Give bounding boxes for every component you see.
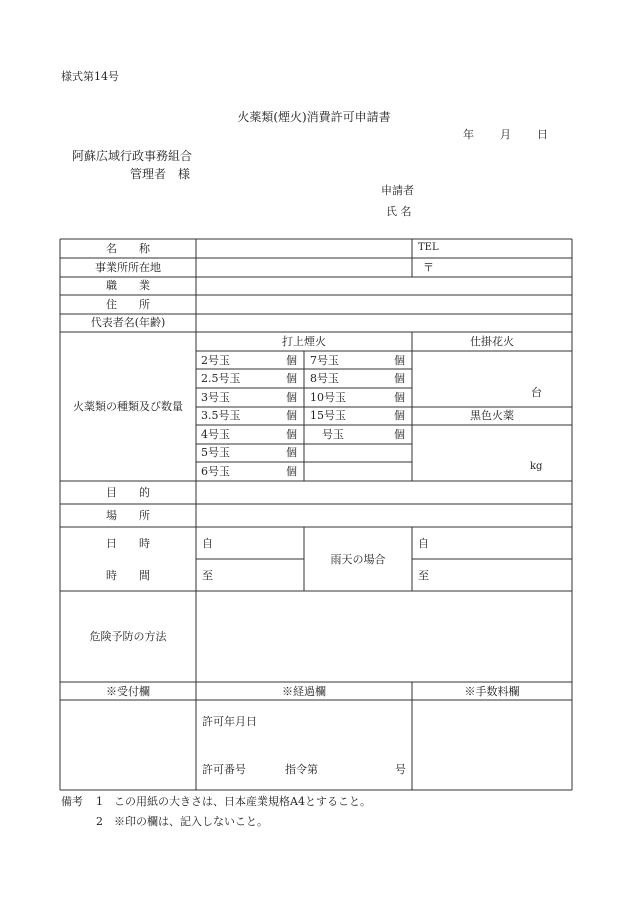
shell-size-label: 2号玉 <box>201 354 230 367</box>
notes-label: 備考 <box>61 795 83 808</box>
name-label: 名 称 <box>106 242 150 255</box>
addressee-org: 阿蘇広域行政事務組合 <box>72 149 193 163</box>
form-title: 火薬類(煙火)消費許可申請書 <box>237 110 391 124</box>
to-label: 至 <box>202 569 213 582</box>
permit-date-label: 許可年月日 <box>202 715 257 728</box>
purpose-label: 目 的 <box>106 486 150 499</box>
progress-header: ※経過欄 <box>282 685 326 698</box>
black-powder-header: 黒色火薬 <box>470 409 514 422</box>
count-unit: 個 <box>286 446 297 459</box>
shell-size-label: 3号玉 <box>201 391 230 404</box>
date-month-label: 月 <box>500 128 511 141</box>
shell-size-label: 号玉 <box>322 428 344 441</box>
occupation-label: 職 業 <box>106 279 150 292</box>
hazard-prevention-label: 危険予防の方法 <box>89 630 167 643</box>
count-unit: 個 <box>286 465 297 478</box>
count-unit: 個 <box>286 391 297 404</box>
rain-case-label: 雨天の場合 <box>330 553 386 566</box>
applicant-label: 申請者 <box>381 184 414 197</box>
shell-size-label: 4号玉 <box>201 428 230 441</box>
count-unit: 個 <box>394 391 405 404</box>
directive-label: 指令第 <box>285 763 318 776</box>
shell-size-label: 6号玉 <box>201 465 230 478</box>
count-unit: 個 <box>394 409 405 422</box>
shell-size-label: 3.5号玉 <box>201 409 241 422</box>
count-unit: 個 <box>286 372 297 385</box>
permit-number-label: 許可番号 <box>202 763 246 776</box>
count-unit: 個 <box>286 409 297 422</box>
date-label: 日 時 <box>106 537 150 550</box>
black-powder-unit: kg <box>530 461 543 472</box>
number-suffix: 号 <box>395 763 406 776</box>
note-number: 2 <box>96 815 103 828</box>
applicant-name-label: 氏 名 <box>386 205 412 218</box>
rain-to-label: 至 <box>418 569 429 582</box>
count-unit: 個 <box>394 428 405 441</box>
shell-size-label: 15号玉 <box>310 409 346 422</box>
count-unit: 個 <box>394 354 405 367</box>
addressee-person: 管理者 様 <box>130 167 191 181</box>
shell-size-label: 10号玉 <box>310 391 346 404</box>
shell-size-label: 7号玉 <box>310 354 339 367</box>
note-text: この用紙の大きさは、日本産業規格A4とすること。 <box>114 795 371 808</box>
shell-size-label: 2.5号玉 <box>201 372 241 385</box>
rain-from-label: 自 <box>418 537 429 550</box>
reception-header: ※受付欄 <box>106 685 150 698</box>
from-label: 自 <box>202 537 213 550</box>
aerial-fireworks-header: 打上煙火 <box>282 335 326 348</box>
shell-size-label: 5号玉 <box>201 446 230 459</box>
note-number: 1 <box>96 795 103 808</box>
date-year-label: 年 <box>463 128 474 141</box>
form-number: 様式第14号 <box>61 70 119 83</box>
tel-label: TEL <box>418 242 439 253</box>
set-piece-fireworks-header: 仕掛花火 <box>470 335 514 348</box>
count-unit: 個 <box>286 428 297 441</box>
set-piece-unit: 台 <box>531 386 542 399</box>
count-unit: 個 <box>286 354 297 367</box>
fee-header: ※手数料欄 <box>464 685 520 698</box>
count-unit: 個 <box>394 372 405 385</box>
place-label: 場 所 <box>106 509 150 522</box>
office-location-label: 事業所所在地 <box>95 261 161 274</box>
representative-label: 代表者名(年齢) <box>90 316 166 329</box>
postal-mark: 〒 <box>423 261 434 274</box>
note-text: ※印の欄は、記入しないこと。 <box>114 815 268 828</box>
shell-size-label: 8号玉 <box>310 372 339 385</box>
time-label: 時 間 <box>106 569 150 582</box>
fireworks-type-quantity-label: 火薬類の種類及び数量 <box>73 400 183 413</box>
date-day-label: 日 <box>537 128 548 141</box>
address-label: 住 所 <box>106 298 150 311</box>
